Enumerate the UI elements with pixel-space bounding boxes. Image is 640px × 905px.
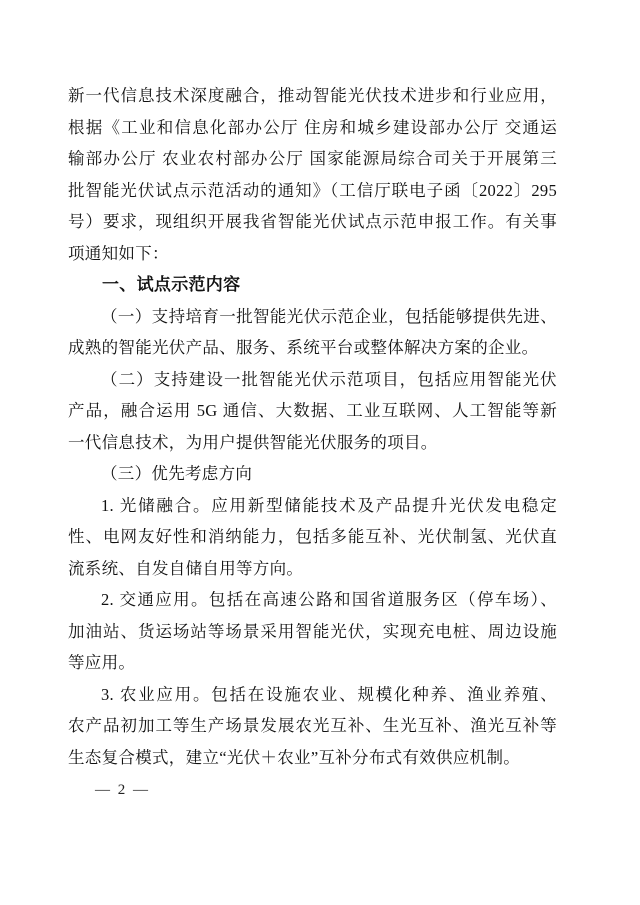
body-paragraph-continuation-line: 输部办公厅 农业农村部办公厅 国家能源局综合司关于开展第三 (68, 149, 557, 168)
numbered-item-line: 1. 光储融合。应用新型储能技术及产品提升光伏发电稳定 (101, 495, 557, 515)
body-paragraph-line: （一）支持培育一批智能光伏示范企业，包括能够提供先进、 (101, 306, 557, 326)
body-paragraph-continuation-line: 根据《工业和信息化部办公厅 住房和城乡建设部办公厅 交通运 (68, 117, 557, 137)
body-paragraph-continuation-line: 新一代信息技术深度融合，推动智能光伏技术进步和行业应用， (68, 86, 557, 105)
numbered-item-line: 等应用。 (68, 653, 136, 672)
numbered-item-line: 生态复合模式，建立“光伏＋农业”互补分布式有效供应机制。 (68, 747, 521, 767)
numbered-item-line: 2. 交通应用。包括在高速公路和国省道服务区（停车场）、 (101, 590, 557, 609)
body-paragraph-line: （二）支持建设一批智能光伏示范项目，包括应用智能光伏 (101, 369, 557, 389)
body-paragraph-line: 产品，融合运用 5G 通信、大数据、工业互联网、人工智能等新 (68, 401, 557, 420)
body-paragraph-line: 一代信息技术，为用户提供智能光伏服务的项目。 (68, 432, 438, 452)
numbered-item-line: 性、电网友好性和消纳能力，包括多能互补、光伏制氢、光伏直 (68, 527, 557, 546)
numbered-item-line: 加油站、货运场站等场景采用智能光伏，实现充电桩、周边设施 (68, 621, 557, 641)
body-paragraph-continuation-line: 项通知如下： (68, 243, 169, 263)
body-paragraph-line: 成熟的智能光伏产品、服务、系统平台或整体解决方案的企业。 (68, 338, 539, 357)
section-heading-line: 一、试点示范内容 (102, 275, 241, 294)
body-paragraph-line: （三）优先考虑方向 (101, 464, 253, 483)
body-paragraph-continuation-line: 批智能光伏试点示范活动的通知》（工信厅联电子函〔2022〕295 (68, 180, 557, 200)
numbered-item-line: 农产品初加工等生产场景发展农光互补、生光互补、渔光互补等 (68, 716, 557, 735)
numbered-item-line: 流系统、自发自储自用等方向。 (68, 558, 304, 578)
page-number: — 2 — (95, 782, 149, 798)
body-paragraph-continuation-line: 号）要求，现组织开展我省智能光伏试点示范申报工作。有关事 (68, 212, 557, 231)
document-body (68, 80, 557, 773)
numbered-item-line: 3. 农业应用。包括在设施农业、规模化种养、渔业养殖、 (101, 684, 557, 704)
